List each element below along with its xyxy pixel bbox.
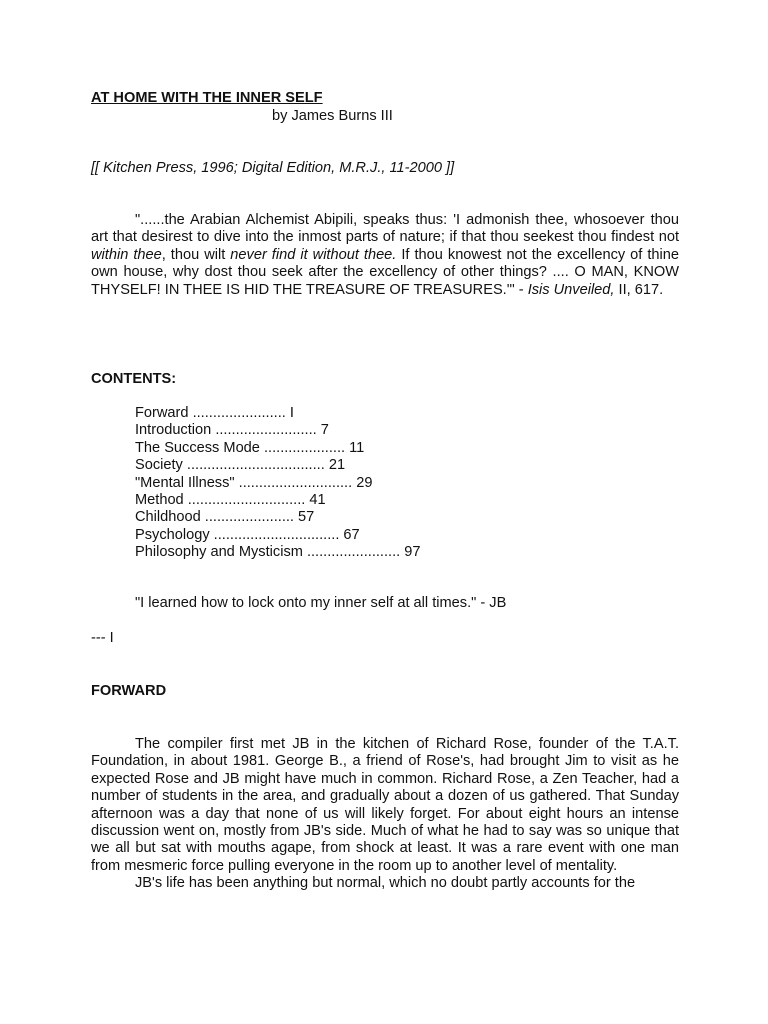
toc-entry: "Mental Illness" ............................ 29 — [135, 474, 373, 491]
epigraph-emphasis-2: never find it without thee. — [230, 246, 397, 263]
forward-paragraph-2: JB's life has been anything but normal, which no doubt partly accounts for the — [135, 875, 636, 891]
epigraph-text-2: , thou wilt — [161, 246, 231, 263]
toc-entry: Method ............................. 41 — [135, 492, 326, 509]
document-title: AT HOME WITH THE INNER SELF — [91, 90, 323, 106]
epigraph-source-title: Isis Unveiled, — [527, 281, 615, 298]
toc-entry: Psychology ............................... 67 — [135, 526, 360, 543]
toc-entry: Childhood ...................... 57 — [135, 509, 315, 526]
author-byline: by James Burns III — [272, 108, 393, 124]
edition-note: [[ Kitchen Press, 1996; Digital Edition, M.R.J., 11-2000 ]] — [91, 160, 455, 176]
forward-heading: FORWARD — [91, 683, 167, 699]
page-marker: --- I — [91, 630, 114, 646]
toc-entry: Introduction ......................... 7 — [135, 422, 329, 439]
toc-entry: Forward ....................... I — [135, 405, 294, 421]
epigraph-emphasis-1: within thee — [91, 246, 162, 263]
toc-entry: The Success Mode .................... 11 — [135, 439, 365, 456]
toc-entry: Society .................................. 21 — [135, 457, 346, 474]
table-of-contents — [135, 405, 421, 562]
motto-quote: "I learned how to lock onto my inner self at all times." - JB — [135, 595, 507, 611]
epigraph-text-4: II, 617. — [614, 281, 664, 298]
epigraph-quote — [91, 212, 679, 299]
forward-paragraph-1: The compiler first met JB in the kitchen of Richard Rose, founder of the T.A.T. Foundation, in about 1981. George B., a friend of Rose's, had brought Jim to visit as he expected Rose and JB might have much in common. Richard Rose, a Zen Teacher, had a number of students in the area, and gradually about a dozen of us gathered. That Sunday afternoon was a day that none of us will likely forget. For about eight hours an intense discussion went on, mostly from JB's side. Much of what he had to say was so unique that we all but sat with mouths agape, from shock at least. It was a rare event with one man from mesmeric force pulling everyone in the room up to another level of mentality. — [91, 736, 679, 874]
contents-heading: CONTENTS: — [91, 371, 177, 387]
toc-entry: Philosophy and Mysticism ....................... 97 — [135, 544, 421, 561]
epigraph-text-3: If thou knowest not the excellency of thine own house, why dost thou seek after the excellency of other things? .... O MAN, KNOW THYSELF! IN THEE IS HID THE TREASURE OF TREASURES.'" - — [91, 246, 679, 298]
epigraph-text-1: "......the Arabian Alchemist Abipili, speaks thus: 'I admonish thee, whosoever thou art that desirest to dive into the inmost parts of nature; if that thou seekest thou findest not — [91, 212, 679, 246]
